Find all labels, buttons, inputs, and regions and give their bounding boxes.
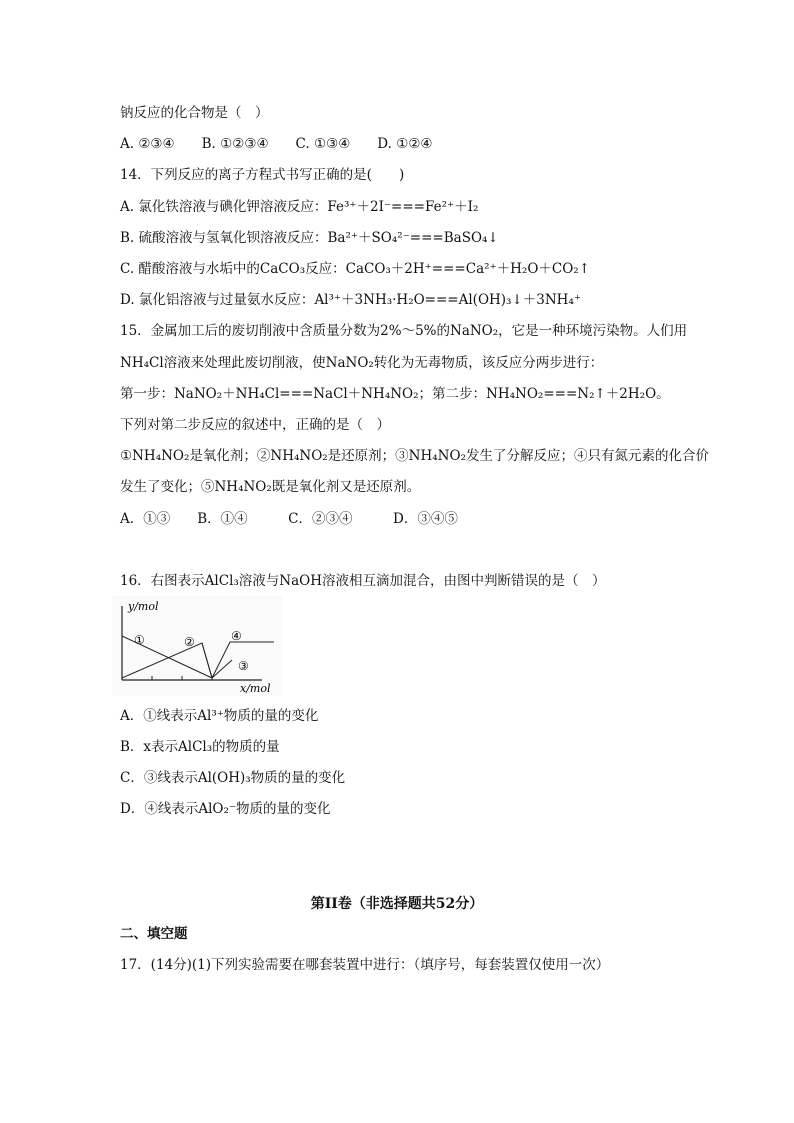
q13-options: A. ②③④ B. ①②③④ C. ①③④ D. ①②④ — [120, 136, 433, 152]
q15-line-6: 发生了变化；⑤NH₄NO₂既是氧化剂又是还原剂。 — [120, 479, 421, 495]
q16-stem: 16．右图表示AlCl₃溶液与NaOH溶液相互滴加混合，由图中判断错误的是（ ） — [120, 573, 606, 589]
q16-option-c: C．③线表示Al(OH)₃物质的量的变化 — [120, 770, 346, 786]
q15-line-3: 第一步：NaNO₂＋NH₄Cl===NaCl＋NH₄NO₂；第二步：NH₄NO₂===N₂↑＋2H₂O。 — [120, 386, 670, 402]
q14-option-d: D. 氯化铝溶液与过量氨水反应：Al³⁺＋3NH₃·H₂O===Al(OH)₃↓＋3NH₄⁺ — [120, 292, 581, 308]
part-heading: 二、填空题 — [120, 926, 188, 942]
label-4: ④ — [231, 629, 242, 643]
label-2: ② — [184, 635, 195, 649]
q15-line-5: ①NH₄NO₂是氧化剂；②NH₄NO₂是还原剂；③NH₄NO₂发生了分解反应；④只有氮元素的化合价 — [120, 448, 709, 464]
label-1: ① — [134, 633, 145, 647]
q17-stem: 17．(14分)(1)下列实验需要在哪套装置中进行：（填序号，每套装置仅使用一次） — [120, 957, 610, 973]
label-3: ③ — [238, 659, 249, 673]
q16-figure — [112, 596, 282, 696]
q14-stem: 14．下列反应的离子方程式书写正确的是( ) — [120, 167, 405, 183]
q16-option-a: A．①线表示Al³⁺物质的量的变化 — [120, 708, 319, 724]
q16-option-b: B．x表示AlCl₃的物质的量 — [120, 739, 280, 755]
q15-line-4: 下列对第二步反应的叙述中，正确的是（ ） — [120, 417, 390, 433]
x-axis-label: x/mol — [240, 682, 271, 695]
q14-option-a: A. 氯化铁溶液与碘化钾溶液反应：Fe³⁺＋2I⁻===Fe²⁺＋I₂ — [120, 199, 479, 215]
q16-option-d: D．④线表示AlO₂⁻物质的量的变化 — [120, 801, 331, 817]
q15-line-1: 15．金属加工后的废切削液中含质量分数为2%～5%的NaNO₂，它是一种环境污染物。人们用 — [120, 323, 688, 339]
q14-option-c: C. 醋酸溶液与水垢中的CaCO₃反应：CaCO₃＋2H⁺===Ca²⁺＋H₂O＋CO₂↑ — [120, 261, 591, 277]
y-axis-label: y/mol — [128, 600, 159, 613]
q13-stem-tail: 钠反应的化合物是（ ） — [120, 105, 269, 121]
q14-option-b: B. 硫酸溶液与氢氧化钡溶液反应：Ba²⁺＋SO₄²⁻===BaSO₄↓ — [120, 230, 499, 246]
q15-line-2: NH₄Cl溶液来处理此废切削液，使NaNO₂转化为无毒物质，该反应分两步进行： — [120, 355, 604, 371]
q15-options: A．①③ B．①④ C．②③④ D．③④⑤ — [120, 511, 458, 527]
section-title: 第II卷（非选择题共52分） — [310, 896, 484, 912]
